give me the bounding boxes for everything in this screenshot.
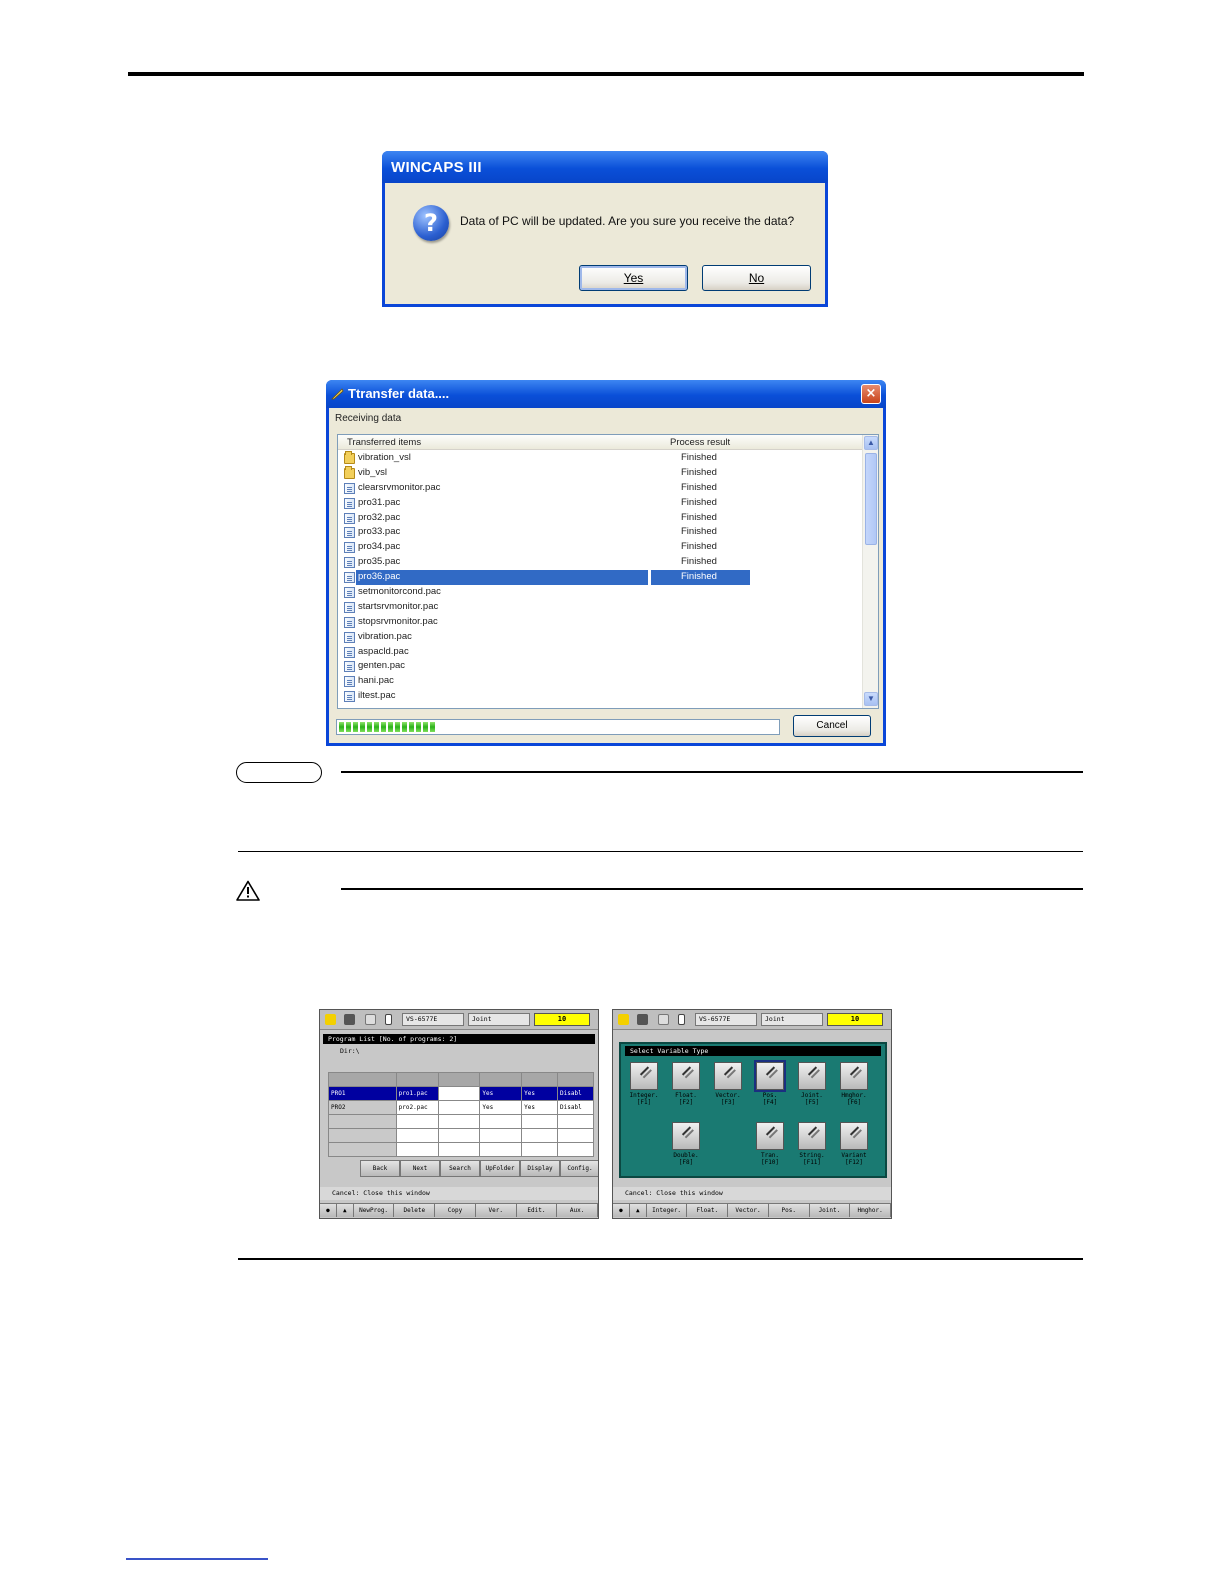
fkey-copy[interactable]: Copy	[435, 1204, 476, 1217]
item-result: Finished	[681, 556, 717, 568]
file-icon	[344, 557, 355, 568]
list-item[interactable]	[338, 615, 864, 630]
list-item[interactable]	[338, 555, 864, 570]
back-button[interactable]: Back	[360, 1160, 400, 1177]
no-button-label: No	[748, 271, 765, 285]
item-result: Finished	[681, 511, 717, 523]
variable-type-icon	[798, 1122, 826, 1150]
fkey-hmghor[interactable]: Hmghor.	[850, 1204, 891, 1217]
transfer-status: Receiving data	[335, 413, 402, 424]
item-result: Finished	[681, 452, 717, 463]
variable-type-icon	[630, 1062, 658, 1090]
list-item[interactable]	[338, 511, 864, 526]
file-icon	[344, 632, 355, 643]
variable-type-label: Tran.	[760, 1152, 780, 1159]
motion-mode: Joint	[761, 1013, 823, 1026]
variable-type-button[interactable]	[797, 1122, 827, 1166]
variable-type-button[interactable]	[713, 1062, 743, 1106]
variable-type-icon	[672, 1122, 700, 1150]
variable-type-icon	[840, 1062, 868, 1090]
list-item[interactable]	[338, 525, 864, 540]
item-name: vib_vsl	[358, 466, 388, 478]
variable-type-key: [F1]	[636, 1099, 652, 1106]
progress-segment	[374, 722, 379, 732]
item-name: clearsrvmonitor.pac	[358, 481, 441, 493]
list-item[interactable]	[338, 466, 864, 481]
item-result: Finished	[681, 496, 717, 508]
question-icon: ?	[413, 205, 449, 241]
file-icon	[344, 602, 355, 613]
transfer-dialog-titlebar	[326, 380, 886, 408]
item-name: genten.pac	[358, 660, 406, 672]
variable-type-icon	[798, 1062, 826, 1090]
variable-type-label: Variant	[841, 1152, 867, 1159]
item-name: pro34.pac	[358, 541, 401, 553]
progress-segment	[388, 722, 393, 732]
folder-icon	[344, 453, 355, 464]
variable-type-icon	[756, 1062, 784, 1090]
variable-type-button[interactable]	[629, 1062, 659, 1106]
up-arrow-icon[interactable]: ▲	[337, 1204, 354, 1217]
file-icon	[344, 483, 355, 494]
current-dir: Dir:\	[340, 1047, 360, 1055]
fkey-newprog[interactable]: NewProg.	[354, 1204, 395, 1217]
file-icon	[344, 542, 355, 553]
caution-top-rule	[341, 888, 1083, 890]
item-name: pro31.pac	[358, 496, 401, 508]
table-row[interactable]: PRO2 pro2.pac Yes Yes Disabl	[329, 1101, 594, 1115]
list-item[interactable]	[338, 689, 864, 704]
progress-segment	[367, 722, 372, 732]
file-icon	[344, 617, 355, 628]
confirm-dialog-title: WINCAPS III	[382, 151, 828, 183]
variable-type-title: Select Variable Type	[625, 1046, 881, 1056]
item-name: aspacld.pac	[358, 645, 409, 657]
confirm-message: Data of PC will be updated. Are you sure you receive the data?	[460, 214, 795, 228]
transfer-dialog	[326, 380, 886, 746]
item-name: startsrvmonitor.pac	[358, 600, 439, 612]
item-result: Finished	[681, 466, 717, 478]
note-bottom-rule	[238, 851, 1083, 852]
variable-type-label: Integer.	[629, 1092, 659, 1099]
fkey-ver[interactable]: Ver.	[476, 1204, 517, 1217]
pendant-toolbar	[320, 1010, 598, 1030]
yes-button[interactable]	[579, 265, 688, 291]
item-name: iltest.pac	[358, 690, 396, 702]
variable-type-button[interactable]	[755, 1122, 785, 1166]
col-transferred-items[interactable]: Transferred items	[347, 437, 422, 448]
file-icon	[344, 527, 355, 538]
status-lamp-icon	[325, 1014, 336, 1025]
note-top-rule	[341, 771, 1083, 773]
battery-icon	[678, 1014, 685, 1025]
cancel-button[interactable]: Cancel	[793, 715, 871, 737]
variable-type-label: Float.	[675, 1092, 697, 1099]
next-button[interactable]: Next	[400, 1160, 440, 1177]
file-icon	[344, 587, 355, 598]
file-icon	[344, 691, 355, 702]
circle-icon[interactable]: ●	[320, 1204, 337, 1217]
display-button[interactable]: Display	[520, 1160, 560, 1177]
fkey-edit[interactable]: Edit.	[517, 1204, 558, 1217]
item-name: setmonitorcond.pac	[358, 586, 441, 598]
variable-type-key: [F11]	[802, 1159, 822, 1166]
variable-type-key: [F2]	[678, 1099, 694, 1106]
file-icon	[344, 572, 355, 583]
fkey-pos[interactable]: Pos.	[769, 1204, 810, 1217]
footer-link-rule	[126, 1558, 268, 1560]
fkey-joint[interactable]: Joint.	[810, 1204, 851, 1217]
list-item[interactable]	[338, 630, 864, 645]
folder-icon	[344, 468, 355, 479]
robot-model: VS-6577E	[695, 1013, 757, 1026]
battery-icon	[385, 1014, 392, 1025]
variable-type-label: Pos.	[762, 1092, 778, 1099]
progress-segment	[339, 722, 344, 732]
variable-type-icon	[756, 1122, 784, 1150]
list-item[interactable]	[338, 481, 864, 496]
variable-type-button[interactable]	[797, 1062, 827, 1106]
speed-value: 10	[534, 1013, 590, 1026]
program-list-title: Program List [No. of programs: 2]	[323, 1034, 595, 1044]
item-name: pro36.pac	[358, 571, 401, 583]
program-list-buttons	[360, 1160, 599, 1177]
scroll-down-icon[interactable]: ▼	[864, 692, 878, 706]
variable-type-panel	[619, 1042, 887, 1178]
no-button[interactable]	[702, 265, 811, 291]
function-key-bar	[320, 1203, 598, 1217]
list-item[interactable]	[338, 585, 864, 600]
progress-segment	[395, 722, 400, 732]
app-icon	[331, 387, 344, 400]
variable-type-label: String.	[799, 1152, 825, 1159]
speed-value: 10	[827, 1013, 883, 1026]
item-name: pro33.pac	[358, 526, 401, 538]
variable-type-label: Hmghor.	[841, 1092, 867, 1099]
close-icon[interactable]: ×	[861, 384, 881, 404]
variable-type-key: [F10]	[760, 1159, 780, 1166]
transfer-list[interactable]	[337, 434, 879, 709]
variable-type-button[interactable]	[839, 1122, 869, 1166]
item-name: hani.pac	[358, 675, 394, 687]
file-icon	[344, 676, 355, 687]
item-result: Finished	[681, 526, 717, 538]
variable-type-key: [F8]	[678, 1159, 694, 1166]
file-icon	[344, 513, 355, 524]
up-arrow-icon[interactable]: ▲	[630, 1204, 647, 1217]
list-item[interactable]	[338, 659, 864, 674]
confirm-dialog	[382, 151, 828, 307]
list-item[interactable]	[338, 540, 864, 555]
search-button[interactable]: Search	[440, 1160, 480, 1177]
header-rule	[128, 72, 1084, 76]
variable-type-key: [F12]	[844, 1159, 864, 1166]
item-result: Finished	[681, 571, 717, 583]
progress-segment	[381, 722, 386, 732]
item-result: Finished	[681, 541, 717, 553]
pendant-variable-type	[612, 1009, 892, 1219]
variable-type-key: [F6]	[846, 1099, 862, 1106]
item-name: pro35.pac	[358, 556, 401, 568]
item-name: pro32.pac	[358, 511, 401, 523]
robot-model: VS-6577E	[402, 1013, 464, 1026]
fkey-float[interactable]: Float.	[687, 1204, 728, 1217]
item-name: vibration_vsl	[358, 452, 411, 463]
item-name: vibration.pac	[358, 630, 412, 642]
motor-icon	[344, 1014, 355, 1025]
progress-segment	[409, 722, 414, 732]
status-lamp-icon	[618, 1014, 629, 1025]
variable-type-icon	[840, 1122, 868, 1150]
fkey-aux[interactable]: Aux.	[557, 1204, 598, 1217]
progress-segment	[360, 722, 365, 732]
pendant-status-line: Cancel: Close this window	[320, 1187, 598, 1200]
progress-segment	[430, 722, 435, 732]
transfer-rows	[338, 451, 864, 704]
variable-type-button[interactable]	[755, 1062, 785, 1106]
pendant-program-list	[319, 1009, 599, 1219]
lock-icon	[658, 1014, 669, 1025]
item-result: Finished	[681, 481, 717, 493]
function-key-bar	[613, 1203, 891, 1217]
config-button[interactable]: Config.	[560, 1160, 599, 1177]
progress-bar	[336, 719, 780, 735]
scroll-up-icon[interactable]: ▲	[864, 436, 878, 450]
scrollbar[interactable]	[862, 435, 878, 708]
file-icon	[344, 498, 355, 509]
item-name: stopsrvmonitor.pac	[358, 615, 438, 627]
variable-type-button[interactable]	[839, 1062, 869, 1106]
variable-type-key: [F3]	[720, 1099, 736, 1106]
variable-type-label: Joint.	[801, 1092, 823, 1099]
progress-fill	[339, 722, 777, 732]
progress-segment	[346, 722, 351, 732]
variable-type-icon	[714, 1062, 742, 1090]
progress-segment	[416, 722, 421, 732]
caution-bottom-rule	[238, 1258, 1083, 1260]
transfer-list-header	[338, 435, 878, 450]
variable-type-icon	[672, 1062, 700, 1090]
warning-icon	[236, 880, 260, 901]
table-row[interactable]: PRO1 pro1.pac Yes Yes Disabl	[329, 1087, 594, 1101]
fkey-delete[interactable]: Delete	[394, 1204, 435, 1217]
circle-icon[interactable]: ●	[613, 1204, 630, 1217]
motor-icon	[637, 1014, 648, 1025]
pendant-status-line: Cancel: Close this window	[613, 1187, 891, 1200]
list-item[interactable]	[338, 600, 864, 615]
col-process-result[interactable]: Process result	[670, 437, 731, 448]
progress-segment	[423, 722, 428, 732]
scroll-thumb[interactable]	[865, 453, 877, 545]
file-icon	[344, 661, 355, 672]
program-table[interactable]	[328, 1072, 594, 1157]
list-item[interactable]	[338, 451, 864, 466]
file-icon	[344, 647, 355, 658]
transfer-dialog-title: Ttransfer data....	[348, 386, 450, 401]
variable-type-button[interactable]	[671, 1122, 701, 1166]
variable-type-key: [F4]	[762, 1099, 778, 1106]
lock-icon	[365, 1014, 376, 1025]
progress-segment	[402, 722, 407, 732]
list-item[interactable]	[338, 645, 864, 660]
fkey-vector[interactable]: Vector.	[728, 1204, 769, 1217]
variable-type-label: Double.	[673, 1152, 699, 1159]
list-item[interactable]	[338, 570, 864, 585]
upfolder-button[interactable]: UpFolder	[480, 1160, 520, 1177]
pendant-toolbar	[613, 1010, 891, 1030]
variable-type-button[interactable]	[671, 1062, 701, 1106]
yes-button-label: Yes	[623, 271, 644, 285]
list-item[interactable]	[338, 674, 864, 689]
motion-mode: Joint	[468, 1013, 530, 1026]
progress-segment	[353, 722, 358, 732]
variable-type-label: Vector.	[715, 1092, 741, 1099]
fkey-integer[interactable]: Integer.	[647, 1204, 688, 1217]
note-badge	[236, 762, 322, 783]
variable-type-key: [F5]	[804, 1099, 820, 1106]
list-item[interactable]	[338, 496, 864, 511]
